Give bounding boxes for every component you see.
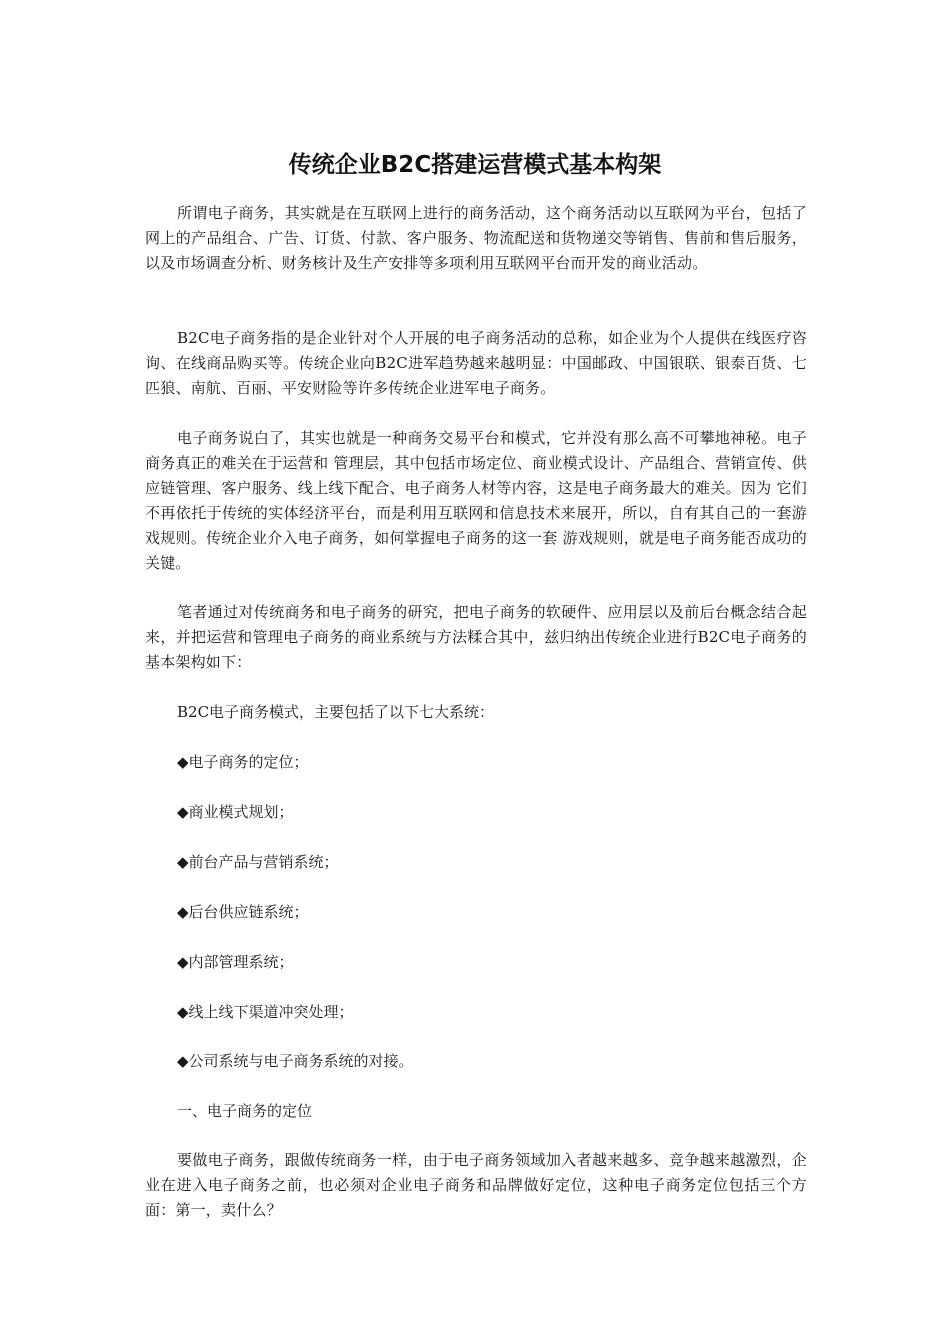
list-item: ◆公司系统与电子商务系统的对接。 (177, 1052, 414, 1070)
list-item: ◆前台产品与营销系统； (177, 853, 339, 871)
systems-intro-line: B2C电子商务模式，主要包括了以下七大系统： (177, 703, 495, 721)
document-title: 传统企业B2C搭建运营模式基本构架 (288, 152, 662, 179)
paragraph-b2c-definition: B2C电子商务指的是企业针对个人开展的电子商务活动的总称，如企业为个人提供在线医疗咨询、在线商品购买等。传统企业向B2C进军趋势越来越明显：中国邮政、中国银联、银泰百货、七匹狼、南航、百丽、平安财险等许多传统企业进军电子商务。 (145, 329, 807, 397)
list-item: ◆电子商务的定位； (177, 753, 309, 771)
list-item: ◆商业模式规划； (177, 803, 294, 821)
paragraph-positioning: 要做电子商务，跟做传统商务一样，由于电子商务领域加入者越来越多、竞争越来越激烈，企业在进入电子商务之前，也必须对企业电子商务和品牌做好定位，这种电子商务定位包括三个方面：第一，卖什么？ (145, 1151, 807, 1219)
paragraph-ecommerce-challenges: 电子商务说白了，其实也就是一种商务交易平台和模式，它并没有那么高不可攀地神秘。电子商务真正的难关在于运营和 管理层，其中包括市场定位、商业模式设计、产品组合、营销宣传、供应链管理、客户服务、线上线下配合、电子商务人材等内容，这是电子商务最大的难关。因为 它们不再依托于传统的实体经济平台，而是利用互联网和信息技术来展开，所以，自有其自己的一套游戏规则。传统企业介入电子商务，如何掌握电子商务的这一套 游戏规则，就是电子商务能否成功的关键。 (145, 429, 807, 572)
list-item: ◆后台供应链系统； (177, 903, 309, 921)
list-item: ◆内部管理系统； (177, 953, 294, 971)
paragraph-author-framework: 笔者通过对传统商务和电子商务的研究，把电子商务的软硬件、应用层以及前后台概念结合起来，并把运营和管理电子商务的商业系统与方法糅合其中，兹归纳出传统企业进行B2C电子商务的基本架构如下： (145, 603, 807, 671)
section-heading: 一、电子商务的定位 (177, 1102, 313, 1120)
paragraph-ecommerce-definition: 所谓电子商务，其实就是在互联网上进行的商务活动，这个商务活动以互联网为平台，包括了网上的产品组合、广告、订货、付款、客户服务、物流配送和货物递交等销售、售前和售后服务，以及市场调查分析、财务核计及生产安排等多项利用互联网平台而开发的商业活动。 (145, 204, 807, 272)
list-item: ◆线上线下渠道冲突处理； (177, 1003, 354, 1021)
